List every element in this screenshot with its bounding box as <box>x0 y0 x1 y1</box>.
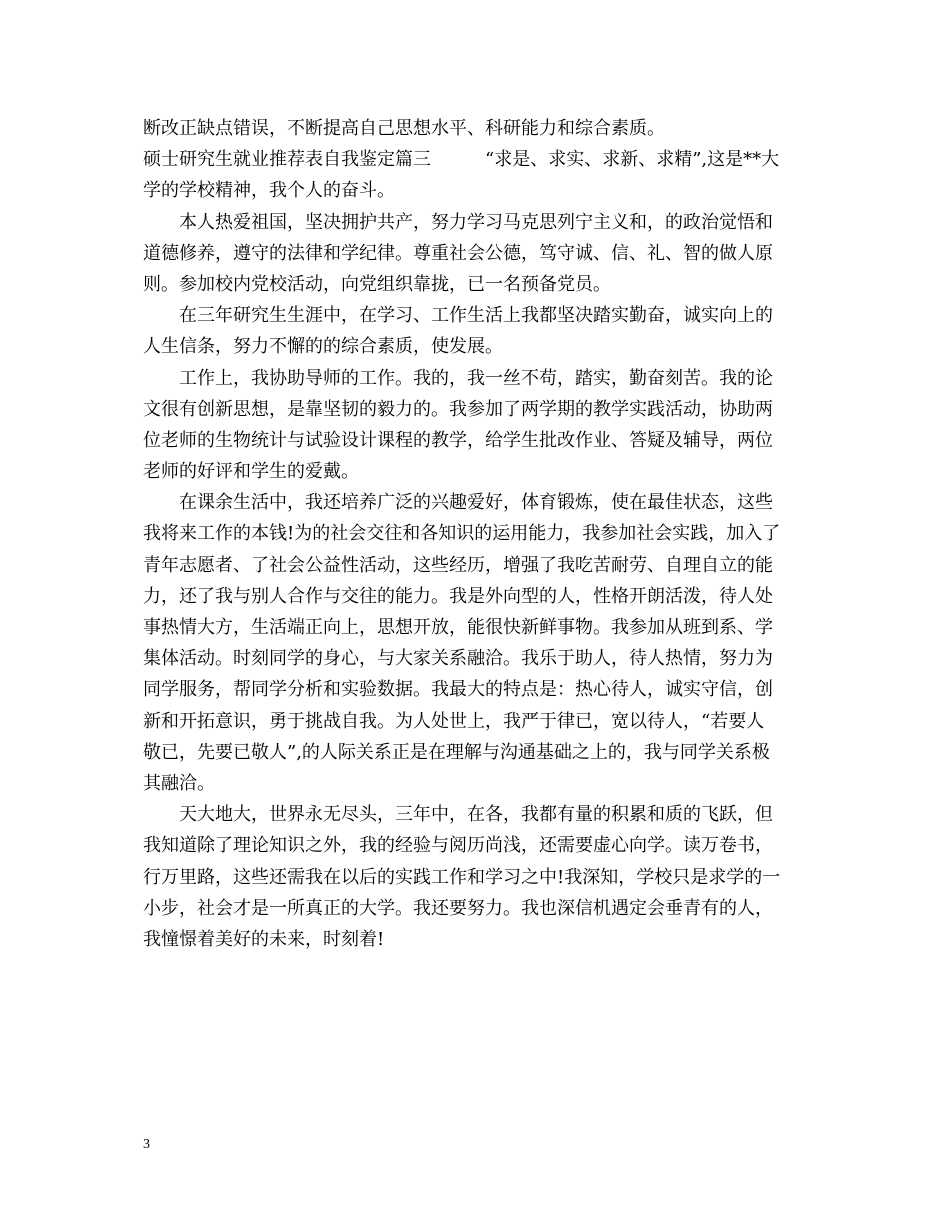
text-line: 位老师的生物统计与试验设计课程的教学，给学生批改作业、答疑及辅导，两位 <box>143 429 773 451</box>
text-line: 事热情大方，生活端正向上，思想开放，能很快新鲜事物。我参加从班到系、学 <box>143 617 773 638</box>
text-line: 新和开拓意识，勇于挑战自我。为人处世上，我严于律已，宽以待人，“若要人 <box>143 710 765 732</box>
body-text <box>143 113 810 955</box>
text-line: 我知道除了理论知识之外，我的经验与阅历尚浅，还需要虚心向学。读万卷书， <box>143 835 773 857</box>
text-line: 学的学校精神，我个人的奋斗。 <box>143 180 395 202</box>
text-line: 行万里路，这些还需我在以后的实践工作和学习之中!我深知，学校只是求学的一 <box>143 866 781 888</box>
text-line: 青年志愿者、了社会公益性活动，这些经历，增强了我吃苦耐劳、自理自立的能 <box>143 554 773 576</box>
text-line: 力，还了我与别人合作与交往的能力。我是外向型的人，性格开朗活泼，待人处 <box>143 585 773 607</box>
text-line: 本人热爱祖国，坚决拥护共产，努力学习马克思列宁主义和，的政治觉悟和 <box>179 211 773 233</box>
text-line: 老师的好评和学生的爱戴。 <box>143 461 359 483</box>
text-line: 同学服务，帮同学分析和实验数据。我最大的特点是：热心待人，诚实守信，创 <box>143 679 773 701</box>
text-line: 工作上，我协助导师的工作。我的，我一丝不苟，踏实，勤奋刻苦。我的论 <box>179 367 773 389</box>
text-line: 硕士研究生就业推荐表自我鉴定篇三 “求是、求实、求新、求精”,这是**大 <box>143 149 780 171</box>
text-line: 我憧憬着美好的未来，时刻着! <box>143 928 385 950</box>
text-line: 在三年研究生生涯中，在学习、工作生活上我都坚决踏实勤奋，诚实向上的 <box>179 305 773 327</box>
text-line: 断改正缺点错误，不断提高自己思想水平、科研能力和综合素质。 <box>143 118 665 139</box>
text-line: 文很有创新思想，是靠坚韧的毅力的。我参加了两学期的教学实践活动，协助两 <box>143 398 773 420</box>
text-line: 小步，社会才是一所真正的大学。我还要努力。我也深信机遇定会垂青有的人， <box>143 897 773 919</box>
text-line: 在课余生活中，我还培养广泛的兴趣爱好，体育锻炼，使在最佳状态，这些 <box>179 492 773 514</box>
text-line: 天大地大，世界永无尽头，三年中，在各，我都有量的积累和质的飞跃，但 <box>179 804 773 826</box>
text-line: 则。参加校内党校活动，向党组织靠拢，已一名预备党员。 <box>143 273 611 295</box>
text-line: 我将来工作的本钱!为的社会交往和各知识的运用能力，我参加社会实践，加入了 <box>143 523 781 545</box>
text-line: 集体活动。时刻同学的身心，与大家关系融洽。我乐于助人，待人热情，努力为 <box>143 648 773 670</box>
text-line: 道德修养，遵守的法律和学纪律。尊重社会公德，笃守诚、信、礼、智的做人原 <box>143 242 773 264</box>
page-number: 3 <box>143 1137 150 1152</box>
text-line: 人生信条，努力不懈的的综合素质，使发展。 <box>143 336 503 358</box>
text-line: 其融洽。 <box>143 772 215 794</box>
text-line: 敬已，先要已敬人”,的人际关系正是在理解与沟通基础之上的，我与同学关系极 <box>143 741 770 763</box>
